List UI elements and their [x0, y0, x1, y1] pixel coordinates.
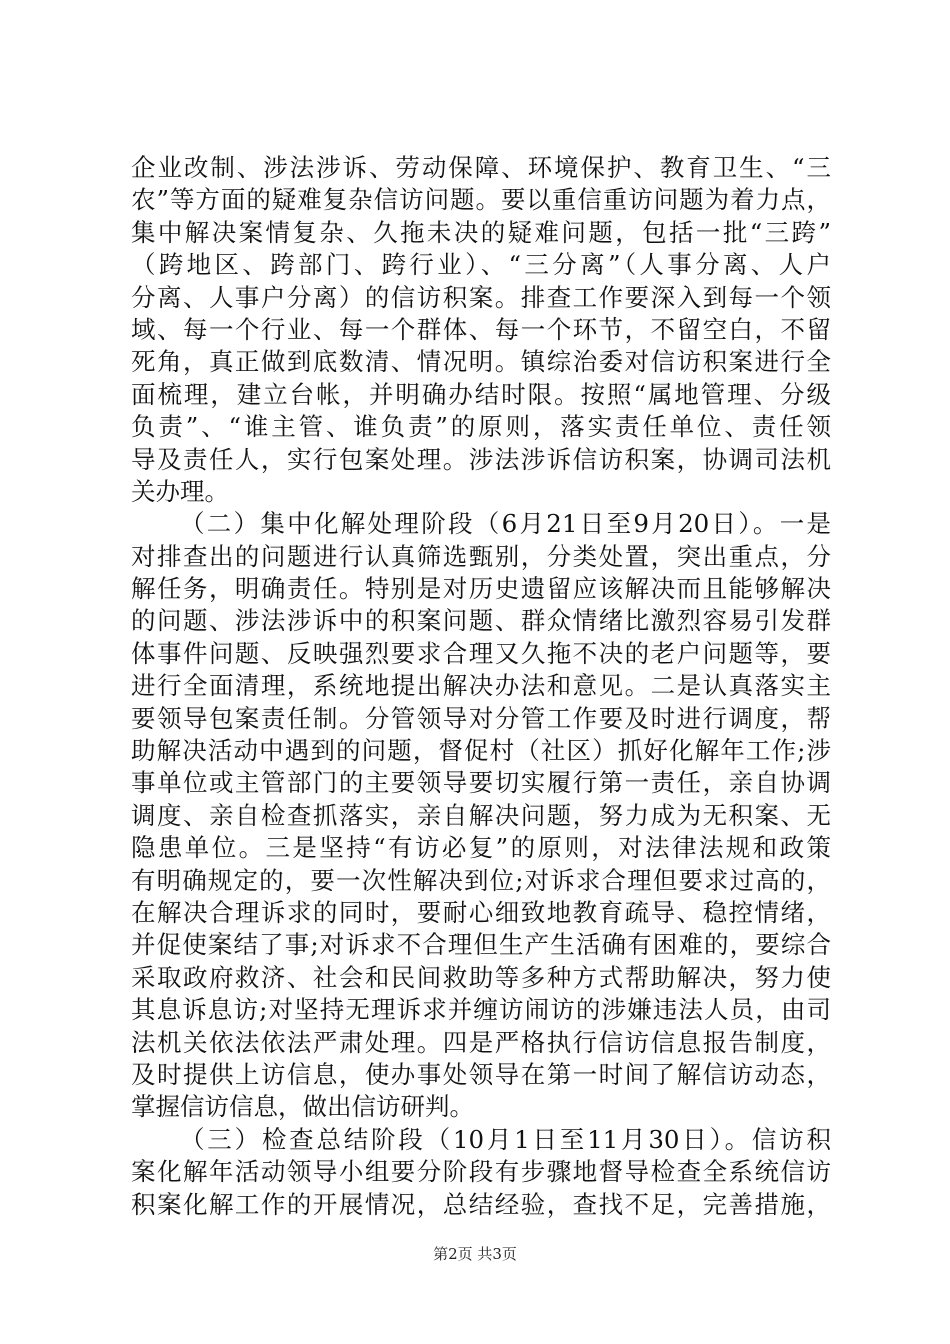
text-line: 域、每一个行业、每一个群体、每一个环节，不留空白，不留 — [131, 314, 831, 344]
text-line: 采取政府救济、社会和民间救助等多种方式帮助解决，努力使 — [131, 962, 831, 992]
text-line: 死角，真正做到底数清、情况明。镇综治委对信访积案进行全 — [131, 347, 831, 377]
text-line: 案化解年活动领导小组要分阶段有步骤地督导检查全系统信访 — [131, 1157, 831, 1187]
text-line: （跨地区、跨部门、跨行业）、“三分离”（人事分离、人户 — [131, 250, 831, 280]
text-line: 事单位或主管部门的主要领导要切实履行第一责任，亲自协调 — [131, 768, 831, 798]
document-body — [131, 152, 831, 1221]
text-line: 企业改制、涉法涉诉、劳动保障、环境保护、教育卫生、“三 — [131, 153, 831, 182]
text-line: 并促使案结了事;对诉求不合理但生产生活确有困难的，要综合 — [131, 930, 831, 960]
paragraph-last-line: 掌握信访信息，做出信访研判。 — [131, 1092, 474, 1122]
text-line: 面梳理，建立台帐，并明确办结时限。按照“属地管理、分级 — [131, 379, 831, 409]
text-line: 及时提供上访信息，使办事处领导在第一时间了解信访动态， — [131, 1059, 831, 1089]
text-line: 负责”、“谁主管、谁负责”的原则，落实责任单位、责任领 — [131, 412, 831, 442]
text-line: 分离、人事户分离）的信访积案。排查工作要深入到每一个领 — [131, 282, 831, 312]
text-line: 隐患单位。三是坚持“有访必复”的原则，对法律法规和政策 — [131, 833, 831, 863]
text-line: 导及责任人，实行包案处理。涉法涉诉信访积案，协调司法机 — [131, 444, 831, 474]
text-line: 解任务，明确责任。特别是对历史遗留应该解决而且能够解决 — [131, 574, 831, 604]
text-line: 积案化解工作的开展情况，总结经验，查找不足，完善措施， — [131, 1189, 831, 1219]
text-line: 集中解决案情复杂、久拖未决的疑难问题，包括一批“三跨” — [131, 217, 831, 247]
text-line: 助解决活动中遇到的问题，督促村（社区）抓好化解年工作;涉 — [131, 736, 831, 766]
text-line: 有明确规定的，要一次性解决到位;对诉求合理但要求过高的， — [131, 865, 831, 895]
text-line: 在解决合理诉求的同时，要耐心细致地教育疏导、稳控情绪， — [131, 897, 831, 927]
text-line: 调度、亲自检查抓落实，亲自解决问题，努力成为无积案、无 — [131, 800, 831, 830]
text-line: 体事件问题、反映强烈要求合理又久拖不决的老户问题等，要 — [131, 638, 831, 668]
text-line: 的问题、涉法涉诉中的积案问题、群众情绪比激烈容易引发群 — [131, 606, 831, 636]
text-line: 其息诉息访;对坚持无理诉求并缠访闹访的涉嫌违法人员，由司 — [131, 995, 831, 1025]
section-heading-line: （二）集中化解处理阶段（6月21日至9月20日）。一是 — [180, 509, 831, 539]
text-line: 法机关依法依法严肃处理。四是严格执行信访信息报告制度， — [131, 1027, 831, 1057]
section-heading-line: （三）检查总结阶段（10月1日至11月30日）。信访积 — [180, 1124, 831, 1154]
text-line: 进行全面清理，系统地提出解决办法和意见。二是认真落实主 — [131, 671, 831, 701]
page-number-footer: 第2页 共3页 — [433, 1245, 517, 1263]
text-line: 农”等方面的疑难复杂信访问题。要以重信重访问题为着力点， — [131, 185, 831, 215]
text-line: 要领导包案责任制。分管领导对分管工作要及时进行调度，帮 — [131, 703, 831, 733]
text-line: 对排查出的问题进行认真筛选甄别，分类处置，突出重点，分 — [131, 541, 831, 571]
paragraph-last-line: 关办理。 — [131, 476, 229, 506]
